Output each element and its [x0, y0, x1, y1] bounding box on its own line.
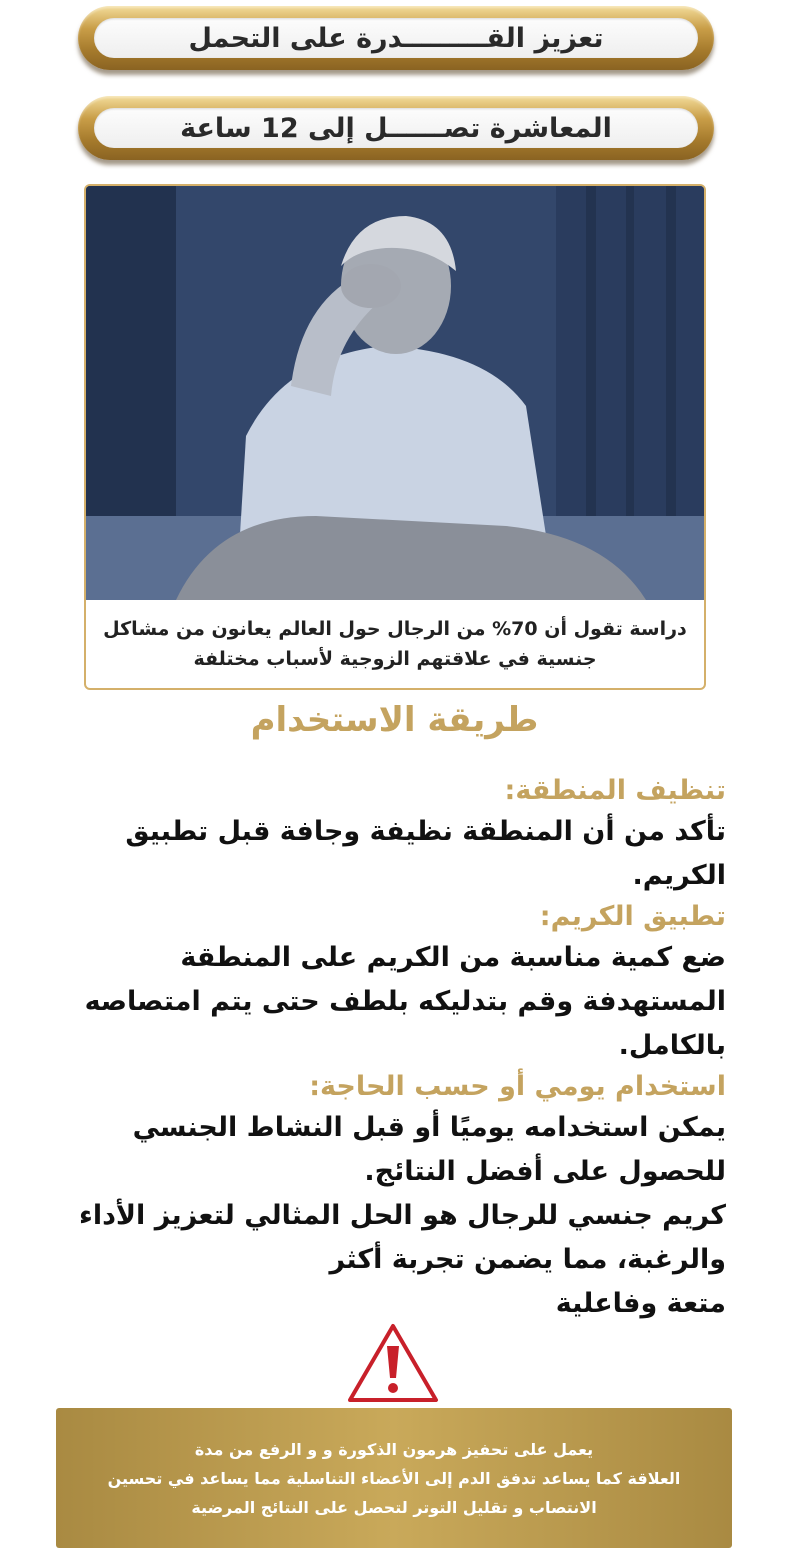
usage-title: طريقة الاستخدام	[250, 700, 539, 740]
photo-card	[84, 184, 706, 690]
title-banner-2	[78, 96, 714, 160]
benefits-footer	[56, 1408, 732, 1548]
closing-text-end: متعة وفاعلية	[555, 1288, 726, 1319]
title-banner-2-text: المعاشرة تصــــــل إلى 12 ساعة	[94, 108, 698, 148]
stressed-man-photo	[86, 186, 704, 600]
step-1-heading: تنظيف المنطقة:	[504, 775, 726, 806]
step-3-text: يمكن استخدامه يوميًا أو قبل النشاط الجنسي للحصول على أفضل النتائج.	[132, 1112, 726, 1187]
footer-line-2: العلاقة كما يساعد تدفق الدم إلى الأعضاء التناسلية مما يساعد في تحسين	[107, 1468, 681, 1488]
title-banner-1-text: تعزيز القـــــــــدرة على التحمل	[94, 18, 698, 58]
caption-line-2: جنسية في علاقتهم الزوجية لأسباب مختلفة	[193, 648, 597, 670]
warning-triangle-icon	[346, 1322, 440, 1404]
step-2-text: ضع كمية مناسبة من الكريم على المنطقة المستهدفة وقم بتدليكه بلطف حتى يتم امتصاصه بالكامل.	[84, 942, 726, 1061]
step-3-heading: استخدام يومي أو حسب الحاجة:	[309, 1071, 726, 1102]
caption-line-1: دراسة تقول أن 70% من الرجال حول العالم يعانون من مشاكل	[103, 618, 687, 640]
step-1-text: تأكد من أن المنطقة نظيفة وجافة قبل تطبيق الكريم.	[125, 816, 726, 891]
step-2-heading: تطبيق الكريم:	[539, 901, 726, 932]
title-banner-1	[78, 6, 714, 70]
usage-instructions	[56, 772, 726, 1326]
photo-caption	[86, 600, 704, 688]
footer-line-3: الانتصاب و تقليل التوتر لتحصل على النتائج المرضية	[191, 1497, 597, 1517]
closing-text: كريم جنسي للرجال هو الحل المثالي لتعزيز الأداء والرغبة، مما يضمن تجربة أكثر	[79, 1200, 726, 1275]
footer-line-1: يعمل على تحفيز هرمون الذكورة و و الرفع من مدة	[194, 1439, 594, 1459]
